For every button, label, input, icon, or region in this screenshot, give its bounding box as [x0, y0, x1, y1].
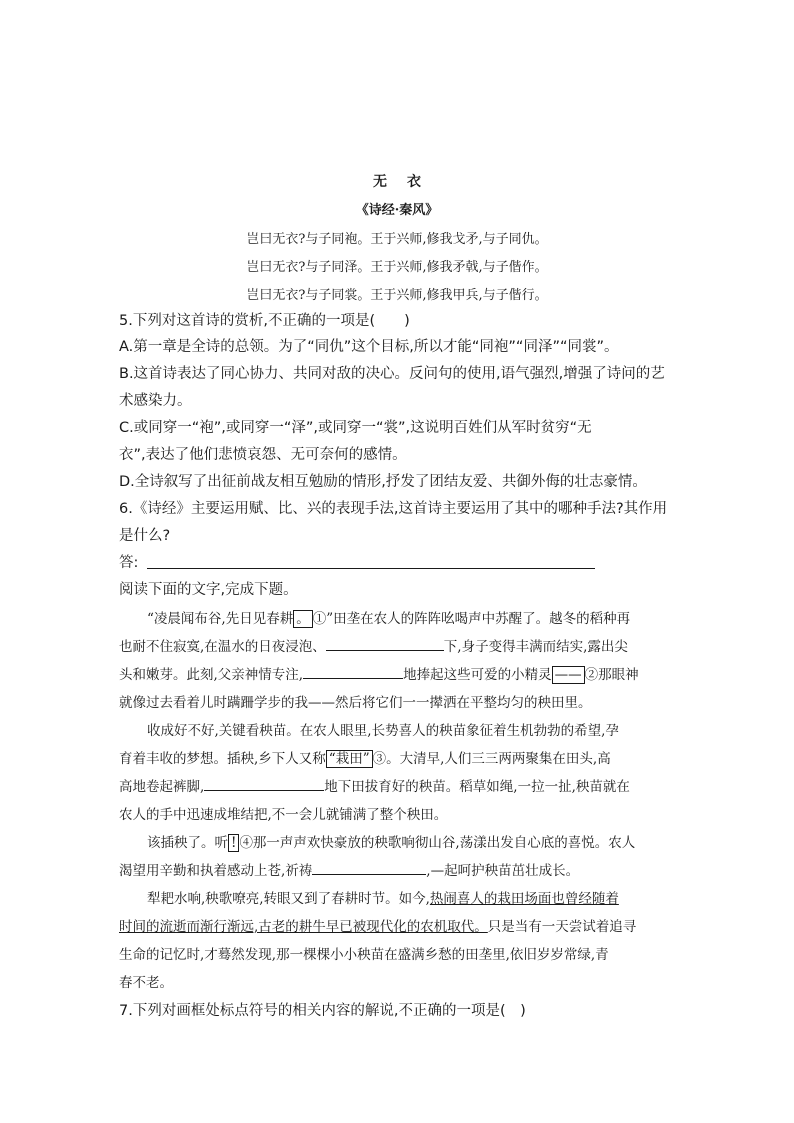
passage-p4-line2: [119, 915, 636, 935]
reading-instruction: 阅读下面的文字,完成下题。: [119, 582, 298, 598]
punctuation-box-1: 。: [293, 610, 313, 628]
passage-p1-line2: [119, 635, 628, 655]
passage-text: 下,身子变得丰满而结实,露出尖: [443, 639, 628, 655]
passage-p2-line1: 收成好不好,关键看秧苗。在农人眼里,长势喜人的秧苗象征着生机勃勃的希望,孕: [147, 723, 619, 739]
fill-blank-4[interactable]: [312, 860, 426, 875]
question-5-stem: 5.下列对这首诗的赏析,不正确的一项是( ): [119, 313, 410, 329]
passage-text: 高地卷起裤脚,: [119, 779, 205, 795]
question-6-stem-line1: 6.《诗经》主要运用赋、比、兴的表现手法,这首诗主要运用了其中的哪种手法?其作用: [119, 501, 668, 517]
question-6-answer-label: 答:: [119, 555, 139, 571]
passage-p1-line3: [119, 663, 639, 684]
question-7-stem: 7.下列对画框处标点符号的相关内容的解说,不正确的一项是( ): [119, 1003, 526, 1019]
poem-line-2: 岂曰无衣?与子同泽。王于兴师,修我矛戟,与子偕作。: [246, 260, 548, 275]
passage-text: 犁耙水响,秧歌嘹亮,转眼又到了春耕时节。如今,: [147, 891, 430, 907]
passage-text: “凌晨闻布谷,先日见春耕: [147, 611, 294, 627]
fill-blank-1[interactable]: [326, 636, 444, 651]
question-5-option-a: A.第一章是全诗的总领。为了“同仇”这个目标,所以才能“同袍”“同泽”“同裳”。: [119, 339, 619, 355]
passage-text: 地捧起这些可爱的小精灵: [403, 667, 552, 683]
passage-p1-line1: [147, 607, 630, 628]
question-6-answer-line[interactable]: [147, 568, 595, 569]
passage-text: ①”田垄在农人的阵阵吆喝声中苏醒了。越冬的稻种再: [312, 611, 631, 627]
question-5-option-c-line2: 衣”,表达了他们悲愤哀怨、无可奈何的感情。: [119, 447, 407, 463]
passage-p4-line4: 春不老。: [119, 975, 173, 991]
punctuation-box-3: “栽田”: [326, 750, 373, 768]
passage-p1-line4: 就像过去看着儿时蹒跚学步的我——然后将它们一一撵洒在平整均匀的秧田里。: [119, 695, 592, 711]
poem-title: 无衣: [373, 174, 441, 190]
fill-blank-2[interactable]: [303, 664, 403, 679]
underlined-sentence: 热闹喜人的栽田场面也曾经随着: [429, 891, 619, 907]
passage-text: ④那一声声欢快豪放的秧歌响彻山谷,荡漾出发自心底的喜悦。农人: [239, 835, 636, 851]
question-5-option-d: D.全诗叙写了出征前战友相互勉励的情形,抒发了团结友爱、共御外侮的壮志豪情。: [119, 474, 647, 490]
punctuation-box-2: ——: [552, 666, 585, 684]
fill-blank-3[interactable]: [204, 776, 324, 791]
passage-p4-line1: [147, 887, 619, 907]
passage-text: 地下田拔育好的秧苗。稻草如绳,一拉一扯,秧苗就在: [324, 779, 630, 795]
passage-text: 育着丰收的梦想。插秧,乡下人又称: [119, 751, 326, 767]
poem-line-1: 岂曰无衣?与子同袍。王于兴师,修我戈矛,与子同仇。: [246, 232, 548, 247]
passage-p3-line1: [147, 831, 635, 852]
passage-text: 也耐不住寂寞,在温水的日夜浸泡、: [119, 639, 326, 655]
question-5-option-b-line2: 术感染力。: [119, 393, 192, 409]
passage-text: 只是当有一天尝试着追寻: [487, 919, 637, 935]
passage-p3-line2: [119, 859, 579, 879]
question-5-option-b-line1: B.这首诗表达了同心协力、共同对敌的决心。反问句的使用,语气强烈,增强了诗问的艺: [119, 366, 665, 382]
punctuation-box-4: !: [228, 834, 239, 852]
passage-text: 头和嫩芽。此刻,父亲神情专注,: [119, 667, 304, 683]
passage-text: ,—起呵护秧苗茁壮成长。: [426, 863, 580, 879]
passage-text: ③。大清早,人们三三两两聚集在田头,高: [372, 751, 611, 767]
passage-p2-line3: [119, 775, 630, 795]
passage-text: ②那眼神: [584, 667, 639, 683]
passage-text: 该插秧了。听: [147, 835, 228, 851]
question-6-stem-line2: 是什么?: [119, 528, 171, 544]
passage-p4-line3: 生命的记忆时,才蓦然发现,那一棵棵小小秧苗在盛满乡愁的田垄里,依旧岁岁常绿,青: [119, 947, 609, 963]
poem-line-3: 岂曰无衣?与子同裳。王于兴师,修我甲兵,与子偕行。: [246, 288, 548, 303]
poem-source: 《诗经·秦风》: [355, 203, 439, 218]
passage-text: 渴望用辛勤和执着感动上苍,祈祷: [119, 863, 313, 879]
question-5-option-c-line1: C.或同穿一“袍”,或同穿一“泽”,或同穿一“裳”,这说明百姓们从军时贫穷“无: [119, 420, 592, 436]
passage-p2-line2: [119, 747, 611, 768]
passage-p2-line4: 农人的手中迅速成堆结把,不一会儿就铺满了整个秧田。: [119, 807, 448, 823]
underlined-sentence: 时间的流逝而渐行渐远,古老的耕牛早已被现代化的农机取代。: [119, 919, 488, 935]
